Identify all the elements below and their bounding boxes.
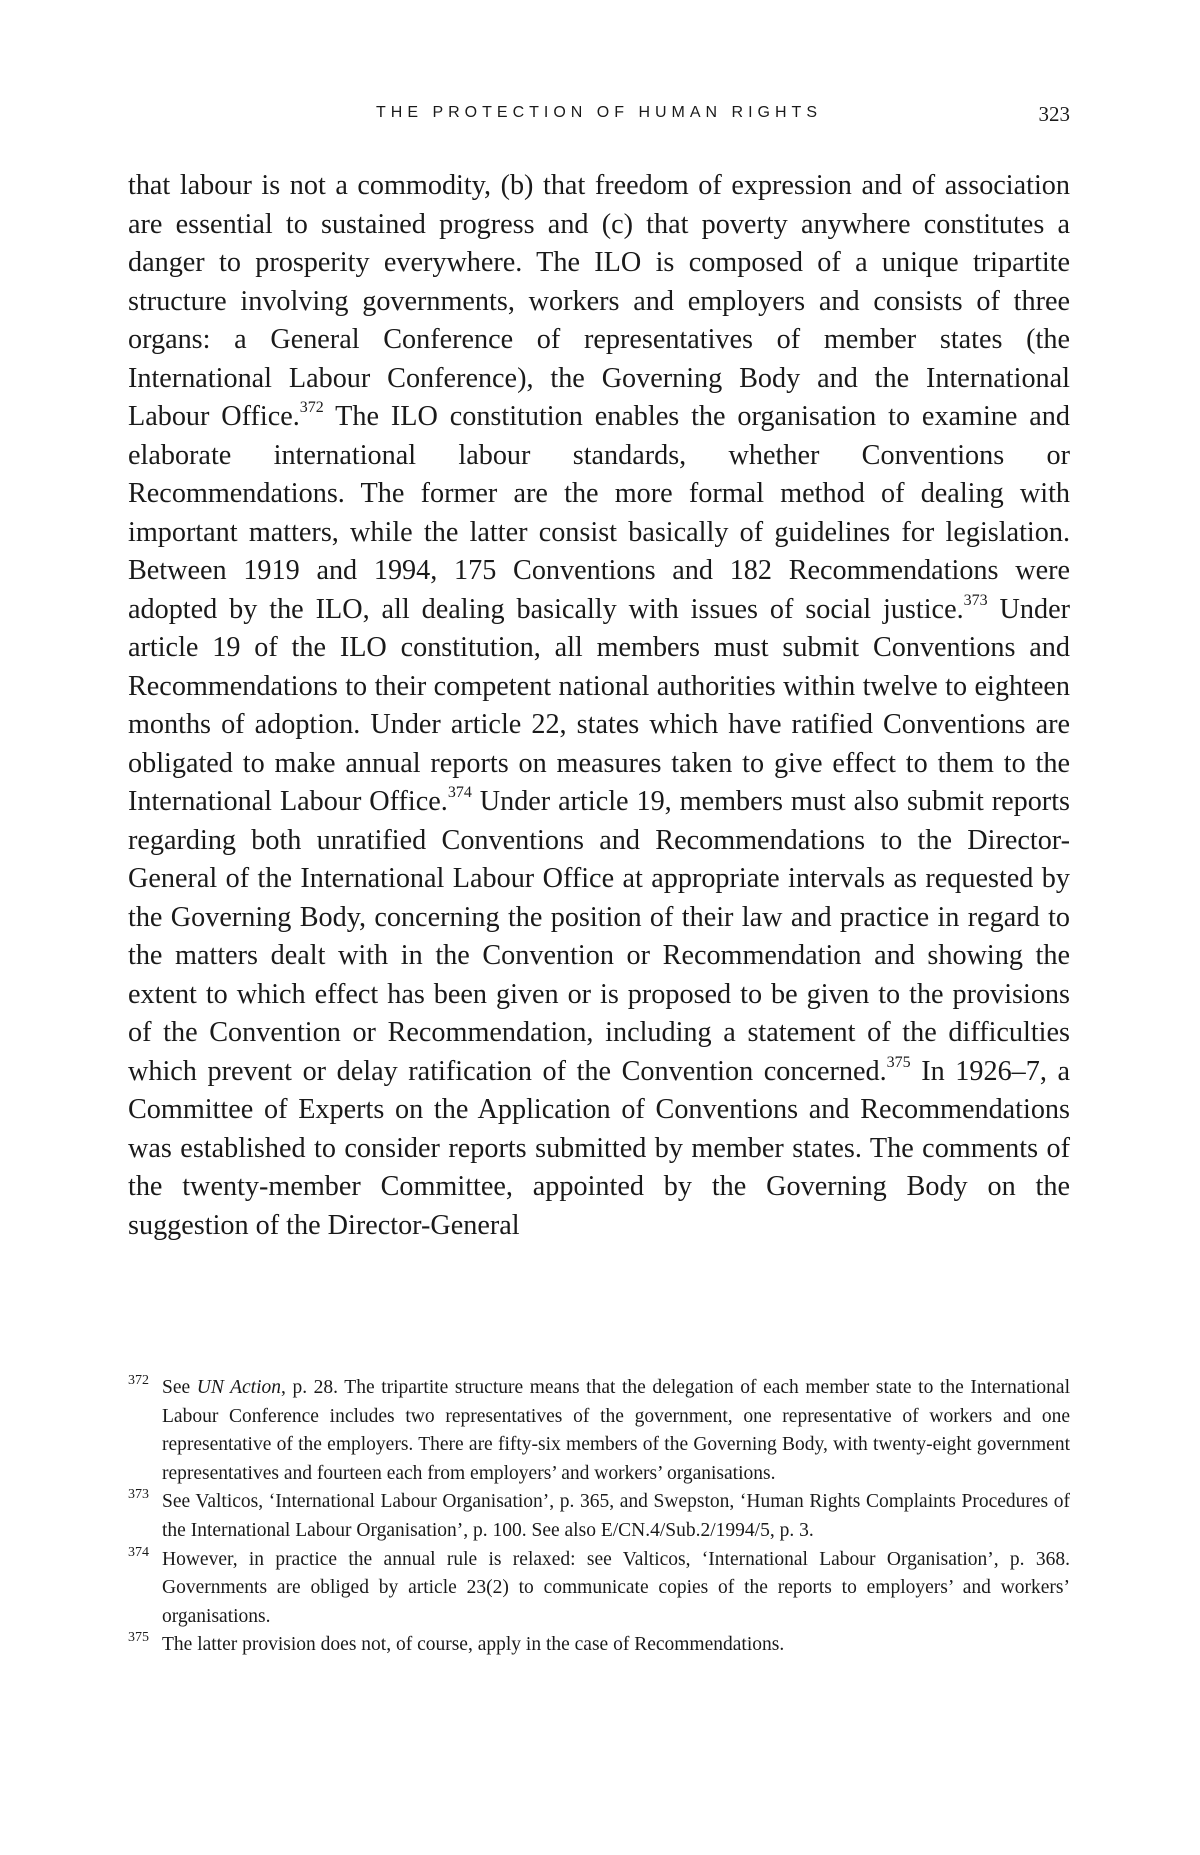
- footnote-375: [128, 1631, 1070, 1660]
- footnote-372: [128, 1374, 1070, 1488]
- footnote-number: 372: [128, 1373, 149, 1388]
- body-text-segment: Under article 19 of the ILO constitution, all members must submit Conventions and Recommendations to their competent national authorities within twelve to eighteen months of adoption. Under article 22, states which have ratified Conventions are obligated to make annual reports on measures taken to give effect to them to the International Labour Office.: [128, 593, 1070, 817]
- body-text-segment: In 1926–7, a Committee of Experts on the Application of Conventions and Recommendations was established to consider reports submitted by member states. The comments of the twenty-member Committee, appointed by the Governing Body on the suggestion of the Director-General: [128, 1055, 1070, 1241]
- footnote-number: 375: [128, 1630, 149, 1646]
- footnote-text: See: [162, 1377, 197, 1398]
- running-header: [128, 104, 1070, 134]
- footnote-number: 374: [128, 1544, 149, 1560]
- footnote-text: See Valticos, ‘International Labour Organisation’, p. 365, and Swepston, ‘Human Rights Complaints Procedures of the International Labour Organisation’, p. 100. See also E/CN.4/Sub.2/1994/5, p. 3.: [162, 1491, 1070, 1541]
- body-text: [128, 167, 1070, 1245]
- footnote-reference-374[interactable]: 374: [447, 784, 472, 801]
- footnote-italic-title: UN Action: [196, 1377, 281, 1398]
- footnote-text: The latter provision does not, of course, apply in the case of Recommendations.: [162, 1634, 785, 1656]
- footnote-number: 373: [128, 1487, 149, 1503]
- footnotes: [128, 1374, 1070, 1660]
- body-text-segment: Under article 19, members must also submit reports regarding both unratified Conventions and Recommendations to the Director-General of the International Labour Office at appropriate intervals as requested by the Governing Body, concerning the position of their law and practice in regard to the matters dealt with in the Convention or Recommendation and showing the extent to which effect has been given or is proposed to be given to the provisions of the Convention or Recommendation, including a statement of the difficulties which prevent or delay ratification of the Convention concerned.: [128, 786, 1070, 1087]
- page-number: 323: [1038, 102, 1070, 126]
- footnote-374: [128, 1546, 1070, 1632]
- running-title: THE PROTECTION OF HUMAN RIGHTS: [376, 104, 822, 121]
- footnote-reference-373[interactable]: 373: [963, 591, 988, 609]
- footnote-text: However, in practice the annual rule is relaxed: see Valticos, ‘International Labour Organisation’, p. 368. Governments are obliged by article 23(2) to communicate copies of the reports to employers’ and workers’ organisations.: [162, 1548, 1070, 1627]
- footnote-text: , p. 28. The tripartite structure means that the delegation of each member state to the International Labour Conference includes two representatives of the government, one representative of workers and one representative of the employers. There are fifty-six members of the Governing Body, with twenty-eight government representatives and fourteen each from employers’ and workers’ organisations.: [162, 1377, 1070, 1484]
- footnote-reference-375[interactable]: 375: [886, 1053, 911, 1071]
- body-text-segment: The ILO constitution enables the organisation to examine and elaborate international labour standards, whether Conventions or Recommendations. The former are the more formal method of dealing with important matters, while the latter consist basically of guidelines for legislation. Between 1919 and 1994, 175 Conventions and 182 Recommendations were adopted by the ILO, all dealing basically with issues of social justice.: [128, 401, 1070, 625]
- footnote-373: [128, 1488, 1070, 1545]
- footnote-reference-372[interactable]: 372: [299, 399, 324, 416]
- body-text-segment: that labour is not a commodity, (b) that freedom of expression and of association are essential to sustained progress and (c) that poverty anywhere constitutes a danger to prosperity everywhere. The ILO is composed of a unique tripartite structure involving governments, workers and employers and consists of three organs: a General Conference of representatives of member states (the International Labour Conference), the Governing Body and the International Labour Office.: [128, 170, 1070, 432]
